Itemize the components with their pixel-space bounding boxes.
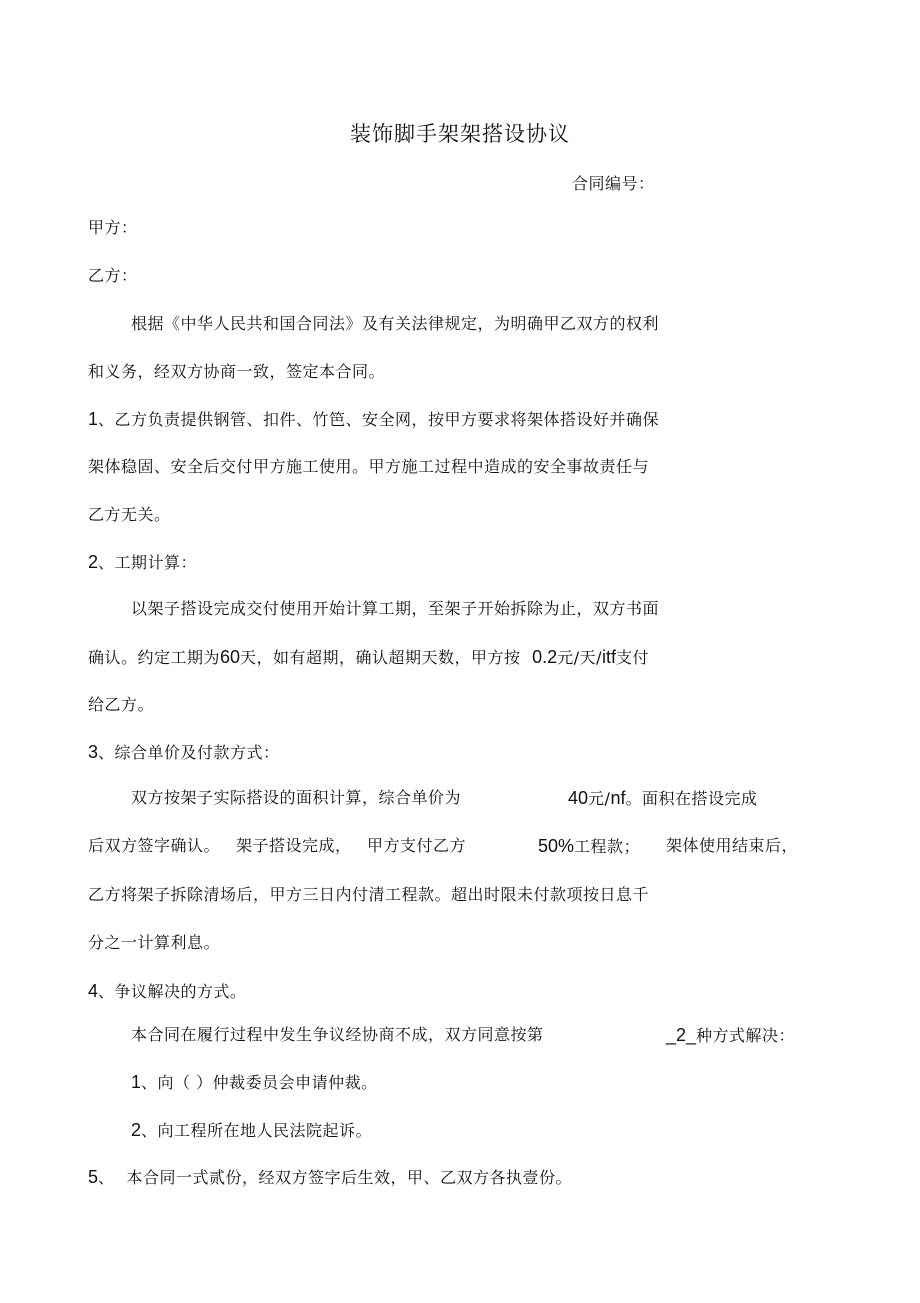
clause-3-payment-percent: 50% bbox=[538, 836, 575, 856]
clause-4-option-2-number: 2 bbox=[131, 1120, 142, 1140]
clause-5-separator: 、 bbox=[98, 1168, 115, 1187]
clause-2-heading-text: 、工期计算： bbox=[98, 553, 198, 572]
clause-2-unit: itf bbox=[601, 647, 616, 667]
clause-3-line-4: 分之一计算利息。 bbox=[88, 933, 221, 952]
clause-3-line-1-text-a: 双方按架子实际搭设的面积计算，综合单价为 bbox=[131, 788, 462, 807]
clause-3-line-1-price bbox=[568, 788, 757, 809]
clause-3-text-b: 元/ bbox=[588, 789, 611, 808]
clause-4-option-1-number: 1 bbox=[131, 1072, 142, 1092]
clause-2-text-b: 天，如有超期，确认超期天数，甲方按 bbox=[240, 648, 521, 667]
party-a-label: 甲方： bbox=[88, 218, 138, 237]
clause-2-number: 2 bbox=[88, 552, 99, 572]
clause-5-number: 5 bbox=[88, 1167, 99, 1187]
clause-4-option-2-text: 、向工程所在地人民法院起诉。 bbox=[141, 1121, 373, 1140]
clause-3-line-2-text-b: 架子搭设完成， bbox=[236, 836, 352, 855]
clause-3-unit-price: 40 bbox=[568, 788, 589, 808]
clause-3-line-3: 乙方将架子拆除清场后，甲方三日内付清工程款。超出时限未付款项按日息千 bbox=[88, 885, 650, 904]
clause-2-text-a: 确认。约定工期为 bbox=[88, 648, 221, 667]
clause-5-text: 本合同一式贰份，经双方签字后生效，甲、乙双方各执壹份。 bbox=[126, 1168, 573, 1187]
clause-3-number: 3 bbox=[88, 742, 99, 762]
clause-1-text: 、乙方负责提供钢管、扣件、竹笆、安全网，按甲方要求将架体搭设好并确保 bbox=[98, 410, 660, 429]
clause-2-line-3: 给乙方。 bbox=[88, 695, 155, 714]
clause-1-line-1 bbox=[88, 409, 659, 430]
clause-4-heading bbox=[88, 981, 247, 1002]
clause-1-number: 1 bbox=[88, 409, 99, 429]
clause-3-unit: nf bbox=[610, 788, 626, 808]
clause-4-option-1-text: 、向（ ）仲裁委员会申请仲裁。 bbox=[141, 1073, 378, 1092]
preamble-line-2: 和义务，经双方协商一致，签定本合同。 bbox=[88, 362, 386, 381]
clause-4-chosen-option: _2_ bbox=[666, 1025, 697, 1045]
clause-2-line-2 bbox=[88, 647, 649, 668]
clause-3-heading-text: 、综合单价及付款方式： bbox=[98, 743, 280, 762]
contract-number-label: 合同编号： bbox=[572, 174, 655, 193]
clause-3-line-2-payment bbox=[538, 836, 640, 857]
clause-2-duration-days: 60 bbox=[220, 647, 241, 667]
party-b-label: 乙方： bbox=[88, 266, 138, 285]
clause-3-line-2-text-a: 后双方签字确认。 bbox=[88, 836, 221, 855]
clause-4-heading-text: 、争议解决的方式。 bbox=[98, 982, 247, 1001]
document-title: 装饰脚手架架搭设协议 bbox=[350, 122, 570, 146]
clause-3-text-c: 。面积在搭设完成 bbox=[625, 789, 758, 808]
clause-3-line-2-text-e: 架体使用结束后， bbox=[666, 836, 799, 855]
preamble-line-1: 根据《中华人民共和国合同法》及有关法律规定，为明确甲乙双方的权利 bbox=[131, 314, 660, 333]
clause-4-number: 4 bbox=[88, 981, 99, 1001]
clause-1-line-2: 架体稳固、安全后交付甲方施工使用。甲方施工过程中造成的安全事故责任与 bbox=[88, 457, 650, 476]
clause-2-heading bbox=[88, 552, 197, 573]
clause-4-option-2 bbox=[131, 1120, 372, 1141]
clause-4-text-b: 种方式解决： bbox=[696, 1026, 796, 1045]
clause-4-option-1 bbox=[131, 1072, 378, 1093]
clause-2-daily-rate: 0.2 bbox=[532, 647, 558, 667]
clause-2-line-1: 以架子搭设完成交付使用开始计算工期，至架子开始拆除为止，双方书面 bbox=[131, 599, 660, 618]
clause-2-text-c: 元/天/ bbox=[557, 648, 602, 667]
clause-3-text-d: 工程款； bbox=[574, 837, 641, 856]
clause-2-text-d: 支付 bbox=[616, 648, 650, 667]
clause-4-line-1-text-a: 本合同在履行过程中发生争议经协商不成，双方同意按第 bbox=[131, 1025, 544, 1044]
clause-3-heading bbox=[88, 742, 280, 763]
clause-1-line-3: 乙方无关。 bbox=[88, 505, 171, 524]
clause-5 bbox=[88, 1167, 572, 1188]
clause-4-line-1-choice bbox=[666, 1025, 795, 1046]
clause-3-line-2-text-c: 甲方支付乙方 bbox=[367, 836, 467, 855]
